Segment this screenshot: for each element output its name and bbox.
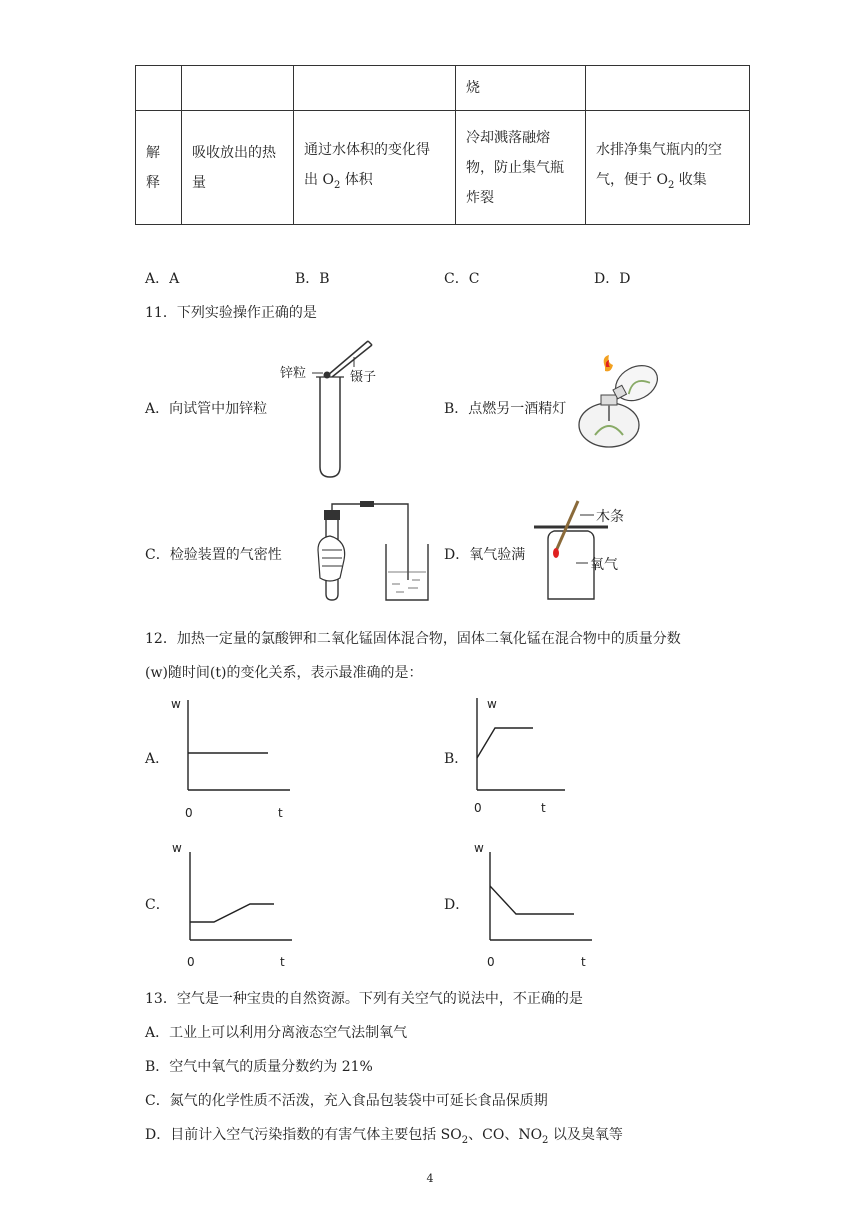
axis-origin-label: 0 — [185, 806, 193, 820]
cell-text — [596, 165, 739, 201]
axis-x-label: t — [278, 806, 283, 820]
stick-label: 木条 — [596, 509, 624, 525]
option-d-text: 以及臭氧等 — [548, 1127, 623, 1143]
cell-text: 解 — [146, 144, 160, 161]
graph-c — [170, 838, 300, 973]
axis-y-label: w — [487, 697, 497, 711]
cell-text: 吸收放出的热 — [192, 144, 276, 161]
axis-x-label: t — [581, 955, 586, 969]
option-d-text: 、CO、NO — [468, 1127, 543, 1143]
option-d: D．D — [594, 271, 631, 287]
comparison-table — [135, 65, 750, 225]
option-b: B． — [444, 751, 469, 767]
table-cell-explain-header — [136, 111, 182, 225]
table-cell — [294, 111, 456, 225]
option-a: A． — [145, 751, 170, 767]
question-11-stem: 11．下列实验操作正确的是 — [145, 305, 317, 321]
cell-text: 炸裂 — [466, 189, 494, 206]
tweezers-label: 镊子 — [350, 370, 377, 385]
cell-text: 物，防止集气瓶 — [466, 159, 564, 176]
table-cell: 烧 — [456, 66, 586, 111]
option-c: C． — [145, 897, 170, 913]
question-12-stem-line2: (w)随时间(t)的变化关系，表示最准确的是： — [145, 665, 423, 681]
option-a: A．工业上可以利用分离液态空气法制氧气 — [145, 1025, 408, 1041]
table-row — [136, 111, 750, 225]
option-a: A．A — [145, 271, 180, 287]
axis-y-label: w — [172, 841, 182, 855]
oxygen-test-figure — [528, 497, 638, 607]
table-cell — [182, 66, 294, 111]
question-12-stem-line1: 12．加热一定量的氯酸钾和二氧化锰固体混合物，固体二氧化锰在混合物中的质量分数 — [145, 631, 681, 647]
option-a: A．向试管中加锌粒 — [145, 401, 268, 417]
cell-text — [304, 165, 445, 201]
axis-origin-label: 0 — [487, 955, 495, 969]
option-b: B．点燃另一酒精灯 — [444, 401, 567, 417]
table-cell — [182, 111, 294, 225]
axis-y-label: w — [171, 697, 181, 711]
option-d: D．氧气验满 — [444, 547, 526, 563]
question-13-stem: 13．空气是一种宝贵的自然资源。下列有关空气的说法中，不正确的是 — [145, 991, 583, 1007]
table-row — [136, 66, 750, 111]
table-cell — [586, 111, 750, 225]
option-c: C．检验装置的气密性 — [145, 547, 282, 563]
axis-y-label: w — [474, 841, 484, 855]
cell-text-part: 收集 — [674, 171, 707, 188]
subscript: 2 — [542, 1134, 549, 1146]
graph-b — [465, 690, 595, 825]
cell-text: 水排净集气瓶内的空 — [596, 141, 722, 158]
airtightness-check-figure — [300, 500, 440, 605]
option-d — [145, 1124, 623, 1146]
table-cell — [586, 66, 750, 111]
test-tube-zinc-figure — [280, 335, 390, 480]
option-c: C．C — [444, 271, 480, 287]
alcohol-lamps-figure — [575, 355, 670, 455]
graph-d — [470, 838, 600, 973]
axis-origin-label: 0 — [474, 801, 482, 815]
zinc-label: 锌粒 — [280, 366, 307, 381]
axis-x-label: t — [541, 801, 546, 815]
cell-text: 冷却溅落融熔 — [466, 129, 550, 146]
option-b: B．B — [295, 271, 330, 287]
cell-text: 释 — [146, 174, 160, 191]
option-d-text: D．目前计入空气污染指数的有害气体主要包括 SO — [145, 1127, 462, 1143]
graph-a — [165, 690, 295, 825]
axis-origin-label: 0 — [187, 955, 195, 969]
cell-text-part: 出 O — [304, 171, 334, 188]
cell-text-part: 气，便于 O — [596, 171, 668, 188]
option-b: B．空气中氧气的质量分数约为 21% — [145, 1059, 373, 1075]
oxygen-label: 氧气 — [590, 557, 618, 573]
option-c: C．氮气的化学性质不活泼，充入食品包装袋中可延长食品保质期 — [145, 1093, 548, 1109]
subscript: 2 — [333, 179, 341, 191]
table-cell — [456, 111, 586, 225]
cell-text: 通过水体积的变化得 — [304, 141, 430, 158]
axis-x-label: t — [280, 955, 285, 969]
subscript: 2 — [667, 179, 675, 191]
subscript: 2 — [461, 1134, 469, 1146]
cell-text: 量 — [192, 174, 206, 191]
option-d: D． — [444, 897, 470, 913]
cell-text-part: 体积 — [340, 171, 373, 188]
table-cell — [294, 66, 456, 111]
page-number: 4 — [426, 1172, 434, 1185]
table-cell — [136, 66, 182, 111]
